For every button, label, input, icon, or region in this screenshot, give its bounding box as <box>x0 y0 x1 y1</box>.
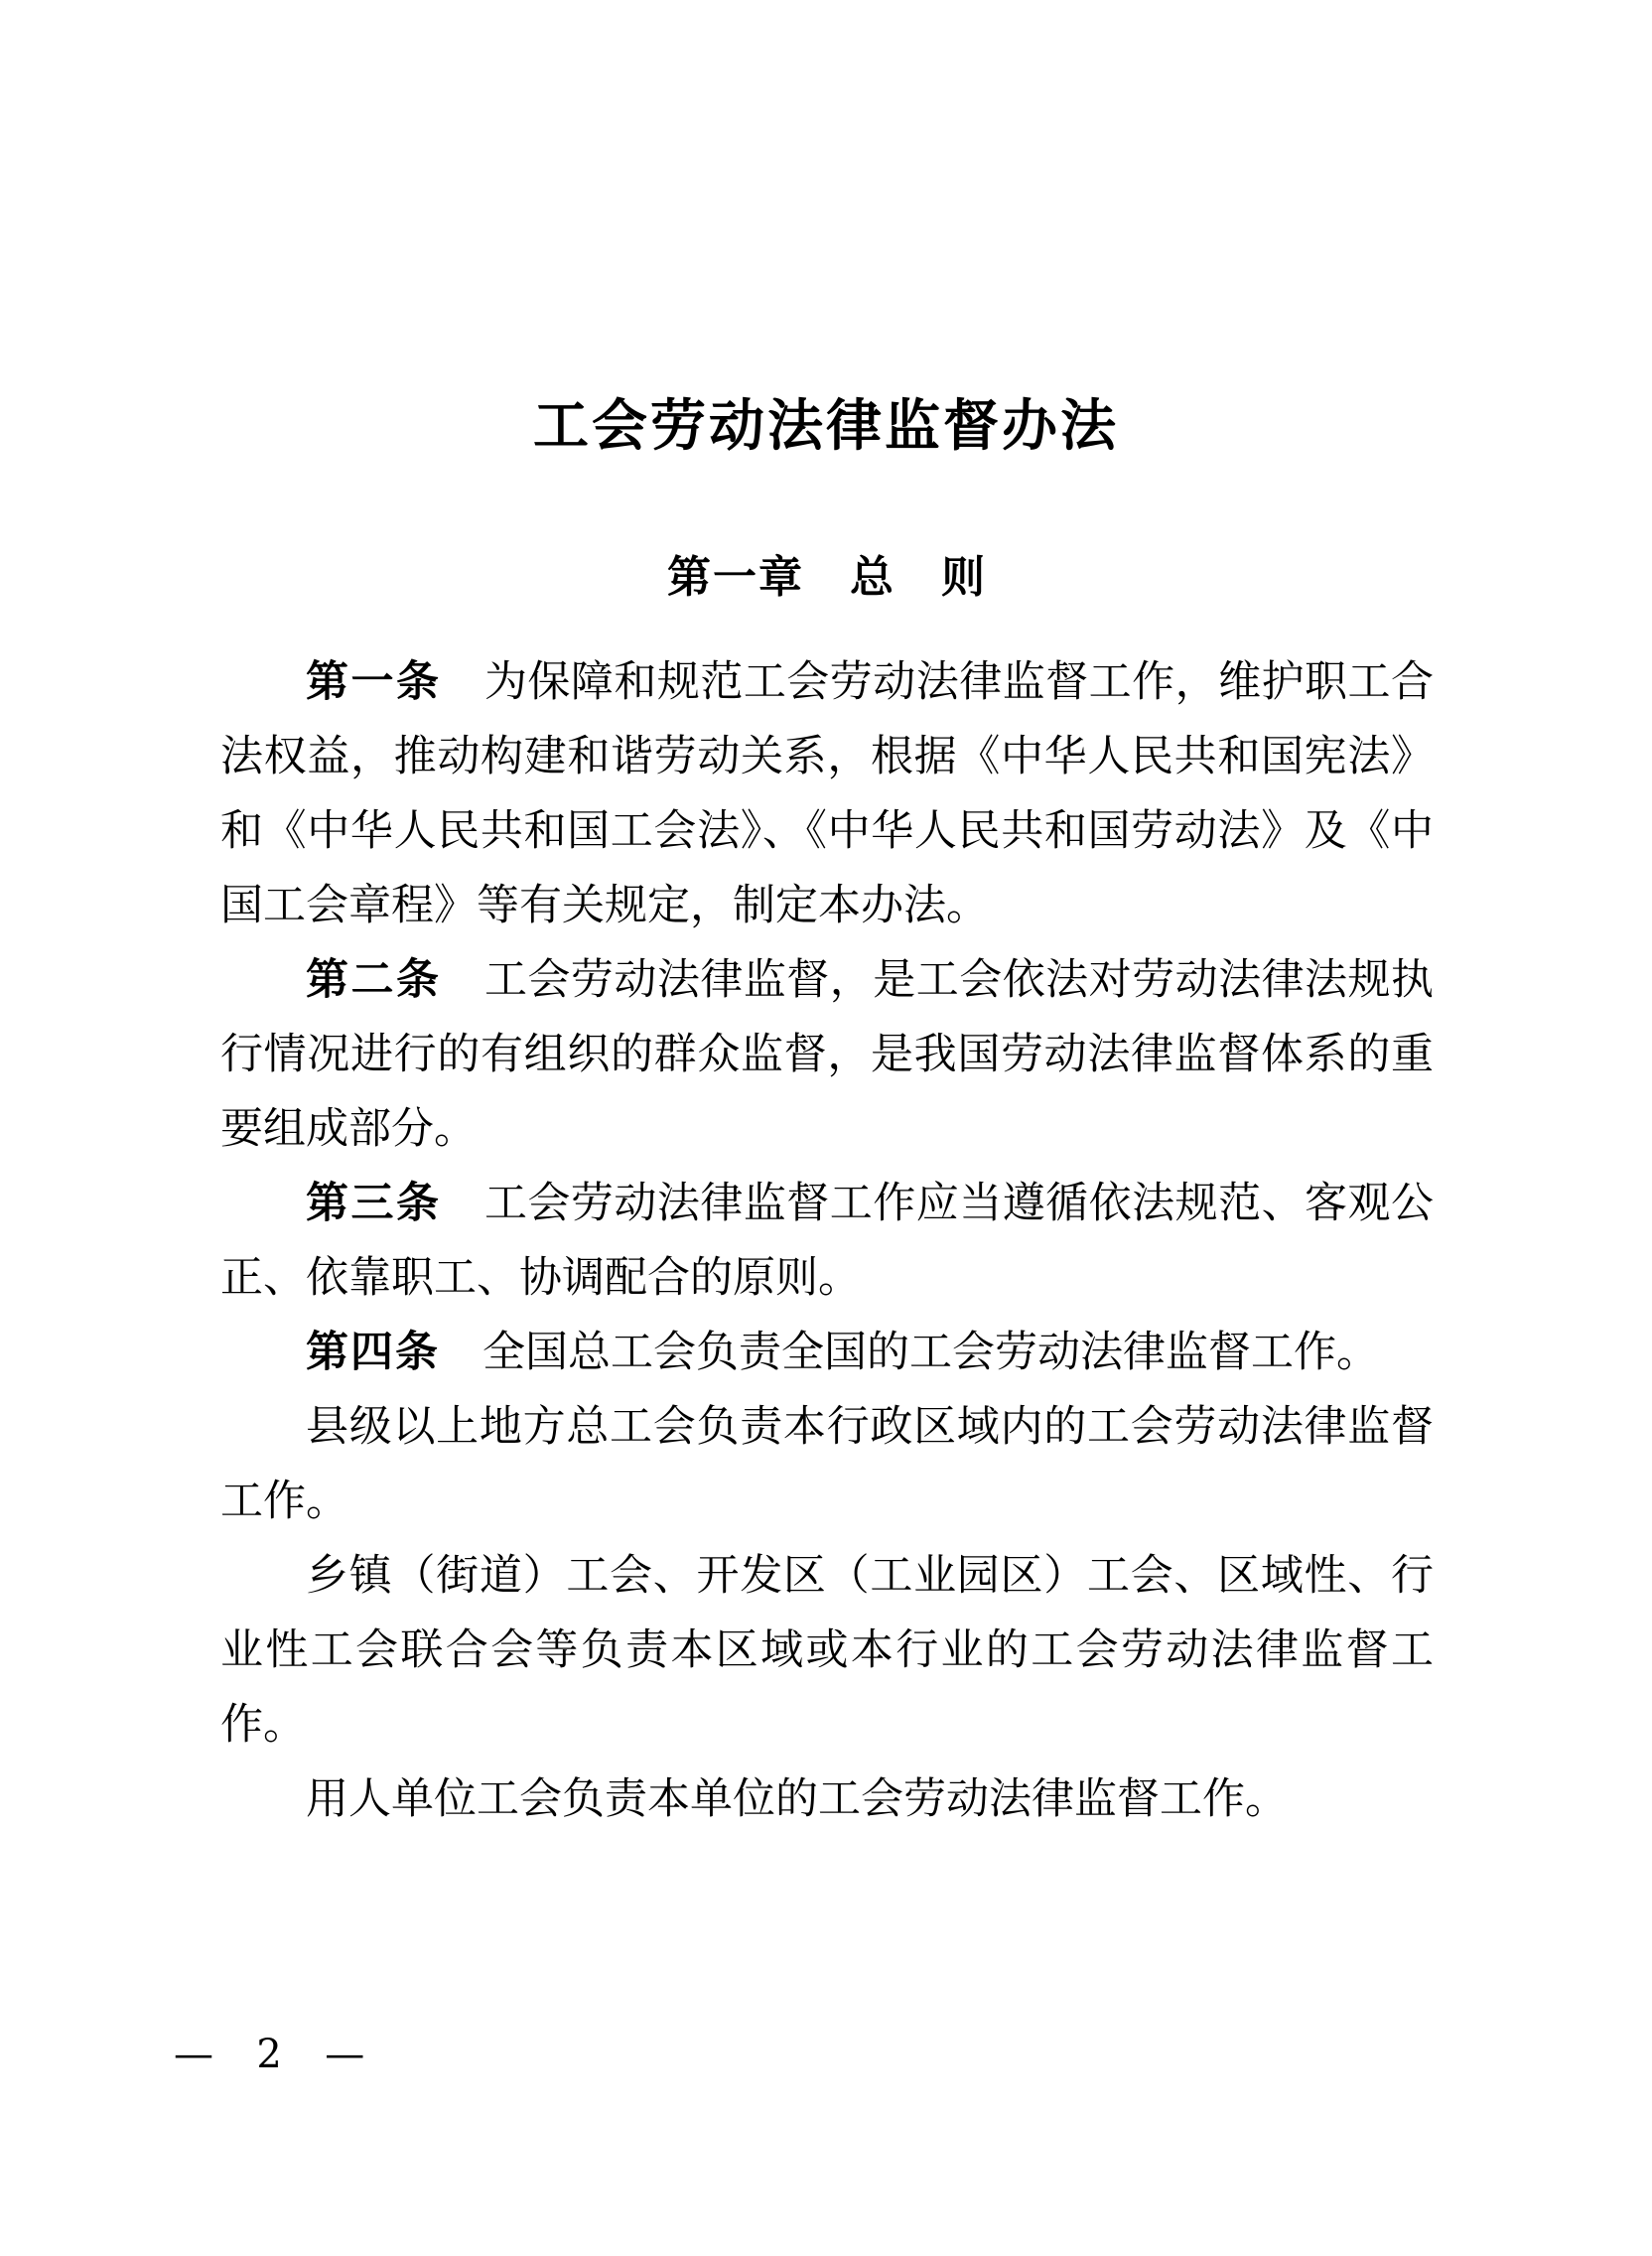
article-text-1: 为保障和规范工会劳动法律监督工作，维护职工合法权益，推动构建和谐劳动关系，根据《中华人民共和国宪法》和《中华人民共和国工会法》、《中华人民共和国劳动法》及《中国工会章程》等有关规定，制定本办法。 <box>220 657 1435 930</box>
article-label-3: 第三条 <box>306 1179 442 1228</box>
article-text-3: 工会劳动法律监督工作应当遵循依法规范、客观公正、依靠职工、协调配合的原则。 <box>220 1179 1435 1303</box>
article-spacer-3 <box>441 1179 483 1228</box>
article-label-4: 第四条 <box>306 1328 440 1377</box>
article-spacer-2 <box>441 955 483 1005</box>
continuation-paragraph-3: 用人单位工会负责本单位的工会劳动法律监督工作。 <box>306 1774 1288 1824</box>
article-paragraph-3 <box>220 1167 1434 1316</box>
page-title: 工会劳动法律监督办法 <box>533 392 1119 459</box>
article-paragraph-1 <box>220 645 1434 943</box>
article-paragraph-4 <box>220 1316 1434 1390</box>
article-text-2: 工会劳动法律监督，是工会依法对劳动法律法规执行情况进行的有组织的群众监督，是我国劳动法律监督体系的重要组成部分。 <box>220 955 1435 1154</box>
page-number-footer: — 2 — <box>174 2032 371 2077</box>
continuation-paragraph-2: 乡镇（街道）工会、开发区（工业园区）工会、区域性、行业性工会联合会等负责本区域或本行业的工会劳动法律监督工作。 <box>220 1551 1434 1750</box>
article-spacer-1 <box>441 657 483 707</box>
article-label-1: 第一条 <box>306 657 442 707</box>
article-label-2: 第二条 <box>306 955 442 1005</box>
article-text-4: 全国总工会负责全国的工会劳动法律监督工作。 <box>482 1328 1379 1377</box>
article-spacer-4 <box>440 1328 482 1377</box>
continuation-paragraph-1: 县级以上地方总工会负责本行政区域内的工会劳动法律监督工作。 <box>220 1402 1434 1526</box>
article-paragraph-2 <box>220 943 1434 1167</box>
chapter-heading: 第一章 总 则 <box>667 552 987 603</box>
document-body <box>220 552 1435 1837</box>
